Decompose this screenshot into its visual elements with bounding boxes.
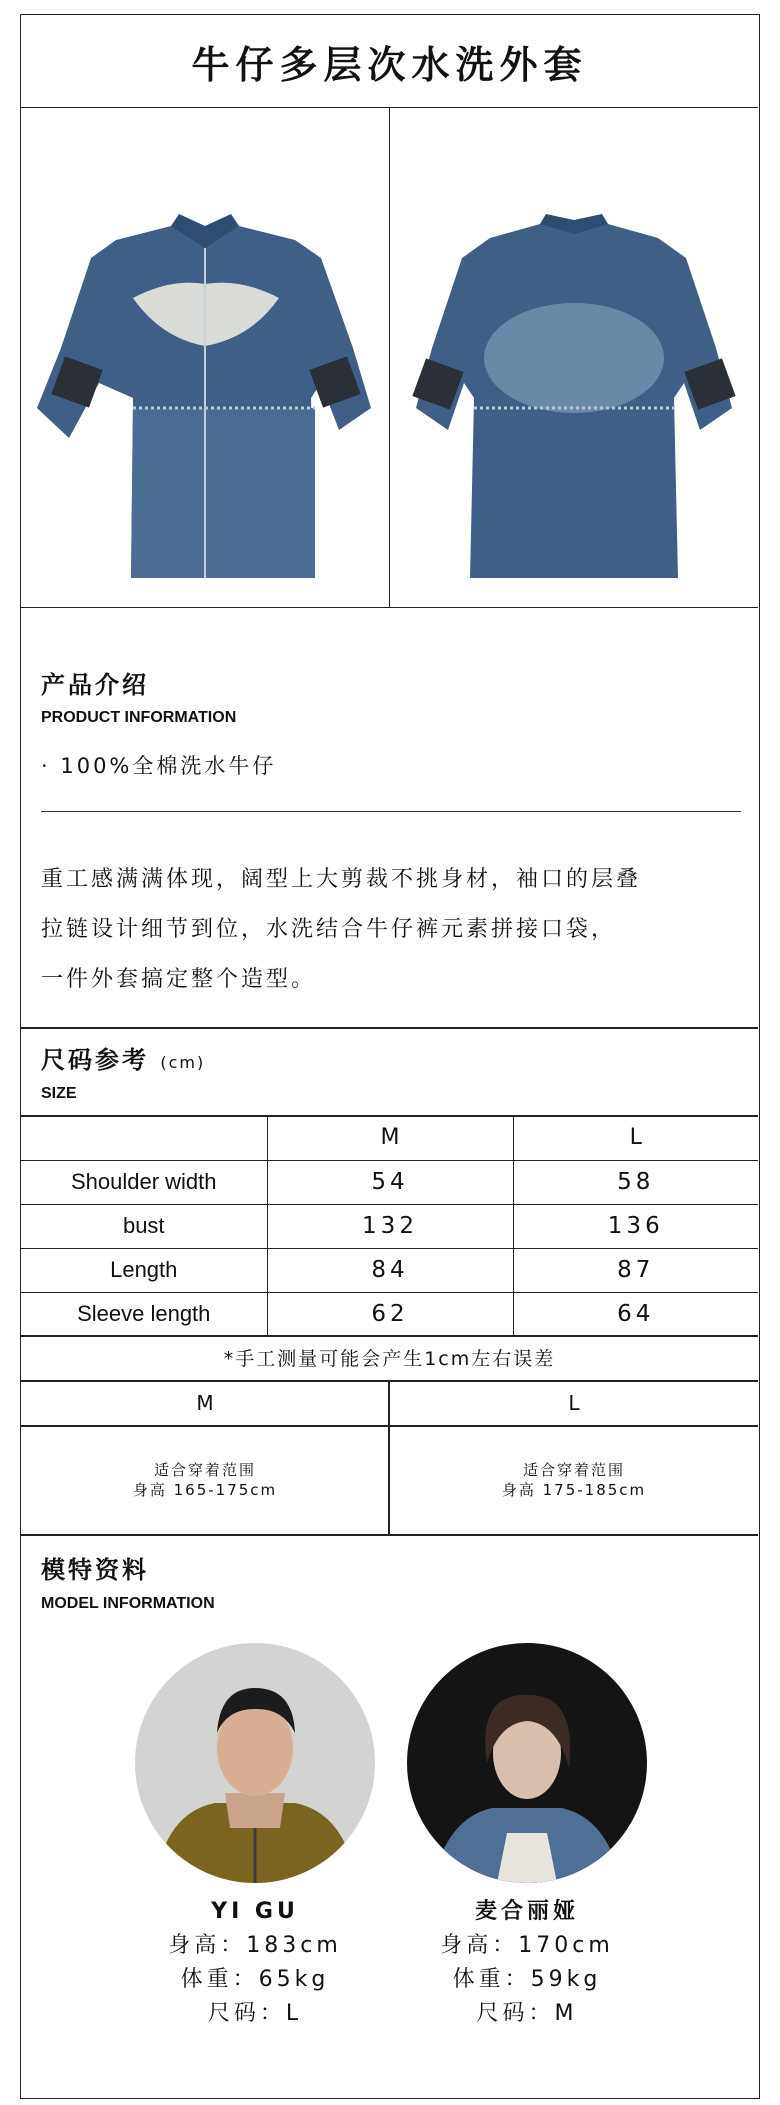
table-row-label: bust <box>21 1204 267 1248</box>
table-cell: 136 <box>513 1204 758 1248</box>
section-divider <box>21 1534 758 1536</box>
table-cell: 64 <box>513 1292 758 1336</box>
avatar <box>135 1643 375 1883</box>
model-heading-en: MODEL INFORMATION <box>41 1595 215 1612</box>
fit-size-m: M <box>196 1391 214 1415</box>
model-height: 身高：170cm <box>440 1933 614 1958</box>
page-title: 牛仔多层次水洗外套 <box>191 42 588 87</box>
fit-header-row <box>21 1381 758 1425</box>
jacket-back-image <box>390 108 758 608</box>
model-card <box>125 1895 385 2031</box>
fit-size-l: L <box>568 1391 580 1415</box>
size-table <box>21 1116 758 1337</box>
size-heading-text: 尺码参考 <box>41 1046 149 1074</box>
section-divider <box>21 1027 758 1029</box>
model-name: 麦合丽娅 <box>474 1899 579 1924</box>
measurement-note: *手工测量可能会产生1cm左右误差 <box>223 1348 556 1370</box>
fit-range-height: 身高 165-175cm <box>132 1481 278 1499</box>
avatar <box>407 1643 647 1883</box>
model-name: YI GU <box>211 1899 299 1924</box>
table-cell: 84 <box>267 1248 513 1292</box>
material-bullet: · 100%全棉洗水牛仔 <box>41 754 277 778</box>
table-cell: 54 <box>267 1160 513 1204</box>
table-row <box>21 1248 758 1292</box>
product-images <box>21 108 758 608</box>
model-heading-cn: 模特资料 <box>41 1556 149 1584</box>
fit-range-m <box>21 1426 389 1534</box>
model-size: 尺码：M <box>476 2001 578 2026</box>
jacket-front-image <box>21 108 390 608</box>
size-unit: (cm) <box>160 1053 206 1072</box>
product-description <box>41 855 741 1005</box>
fit-range-l <box>390 1426 758 1534</box>
table-row <box>21 1292 758 1336</box>
table-cell: 87 <box>513 1248 758 1292</box>
table-cell: 58 <box>513 1160 758 1204</box>
model-weight: 体重：59kg <box>452 1967 602 1992</box>
table-header-row <box>21 1116 758 1160</box>
model-weight: 体重：65kg <box>180 1967 330 1992</box>
size-heading-en: SIZE <box>41 1085 77 1102</box>
table-row-label: Shoulder width <box>21 1160 267 1204</box>
table-header-cell: M <box>267 1116 513 1160</box>
model-size: 尺码：L <box>207 2001 303 2026</box>
size-heading-cn <box>41 1040 205 1075</box>
title-bar <box>21 15 758 108</box>
table-row-label: Length <box>21 1248 267 1292</box>
table-header-cell: L <box>513 1116 758 1160</box>
product-heading-cn: 产品介绍 <box>41 671 149 699</box>
model-height: 身高：183cm <box>168 1933 342 1958</box>
fit-range-row <box>21 1426 758 1534</box>
table-row-label: Sleeve length <box>21 1292 267 1336</box>
fit-range-title: 适合穿着范围 <box>153 1461 256 1479</box>
description-line: 一件外套搞定整个造型。 <box>41 967 317 992</box>
divider <box>41 811 741 812</box>
table-cell: 132 <box>267 1204 513 1248</box>
description-line: 拉链设计细节到位，水洗结合牛仔裤元素拼接口袋， <box>41 917 617 942</box>
page-frame <box>20 14 760 2099</box>
table-cell: 62 <box>267 1292 513 1336</box>
table-row <box>21 1160 758 1204</box>
description-line: 重工感满满体现，阔型上大剪裁不挑身材，袖口的层叠 <box>41 867 642 892</box>
fit-range-height: 身高 175-185cm <box>501 1481 647 1499</box>
table-header-cell <box>21 1116 267 1160</box>
model-card <box>397 1895 657 2031</box>
product-heading-en: PRODUCT INFORMATION <box>41 709 237 726</box>
fit-range-title: 适合穿着范围 <box>522 1461 625 1479</box>
fit-divider <box>388 1381 390 1535</box>
table-row <box>21 1204 758 1248</box>
